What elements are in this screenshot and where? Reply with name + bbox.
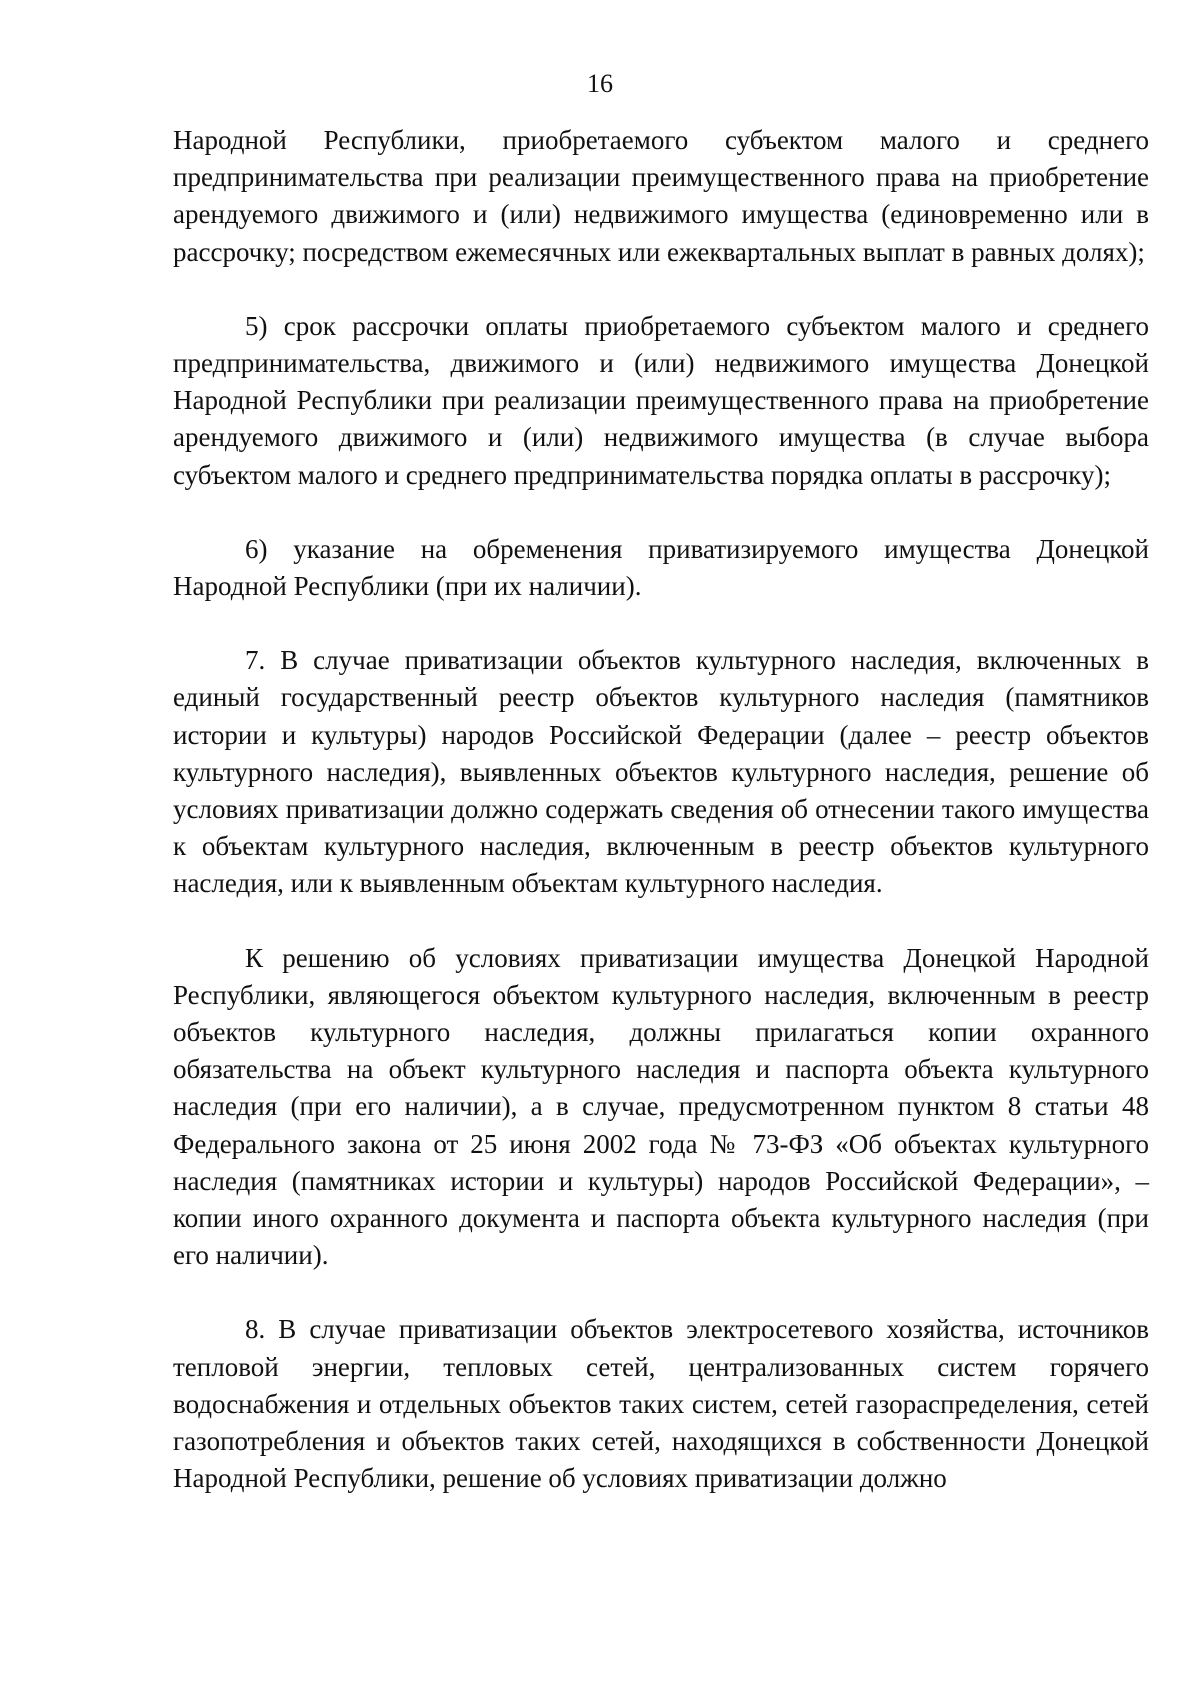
paragraph-continuation: Народной Республики, приобретаемого субъектом малого и среднего предпринимательства при реализации преимущественного права на приобретение арендуемого движимого и (или) недвижимого имущества (единовременно или в рассрочку; посредством ежемесячных или ежеквартальных выплат в равных долях); [173,125,1149,267]
paragraph-clause-7: 7. В случае приватизации объектов культурного наследия, включенных в единый государственный реестр объектов культурного наследия (памятников истории и культуры) народов Российской Федерации (далее – реестр объектов культурного наследия), выявленных объектов культурного наследия, решение об условиях приватизации должно содержать сведения об отнесении такого имущества к объектам культурного наследия, включенным в реестр объектов культурного наследия, или к выявленным объектам культурного наследия. [173,645,1149,899]
paragraph-clause-7-attachment: К решению об условиях приватизации имущества Донецкой Народной Республики, являющегося объектом культурного наследия, включенным в реестр объектов культурного наследия, должны прилагаться копии охранного обязательства на объект культурного наследия и паспорта объекта культурного наследия (при его наличии), а в случае, предусмотренном пунктом 8 статьи 48 Федерального закона от 25 июня 2002 года № 73-ФЗ «Об объектах культурного наследия (памятниках истории и культуры) народов Российской Федерации», – копии иного охранного документа и паспорта объекта культурного наследия (при его наличии). [173,942,1149,1271]
page-number: 16 [587,69,613,98]
document-body [173,122,1149,1498]
paragraph-item-6: 6) указание на обременения приватизируемого имущества Донецкой Народной Республики (при их наличии). [173,533,1149,602]
paragraph-item-5: 5) срок рассрочки оплаты приобретаемого субъектом малого и среднего предпринимательства, движимого и (или) недвижимого имущества Донецкой Народной Республики при реализации преимущественного права на приобретение арендуемого движимого и (или) недвижимого имущества (в случае выбора субъектом малого и среднего предпринимательства порядка оплаты в рассрочку); [173,310,1149,490]
paragraph-clause-8: 8. В случае приватизации объектов электросетевого хозяйства, источников тепловой энергии, тепловых сетей, централизованных систем горячего водоснабжения и отдельных объектов таких систем, сетей газораспределения, сетей газопотребления и объектов таких сетей, находящихся в собственности Донецкой Народной Республики, решение об условиях приватизации должно [173,1314,1149,1494]
